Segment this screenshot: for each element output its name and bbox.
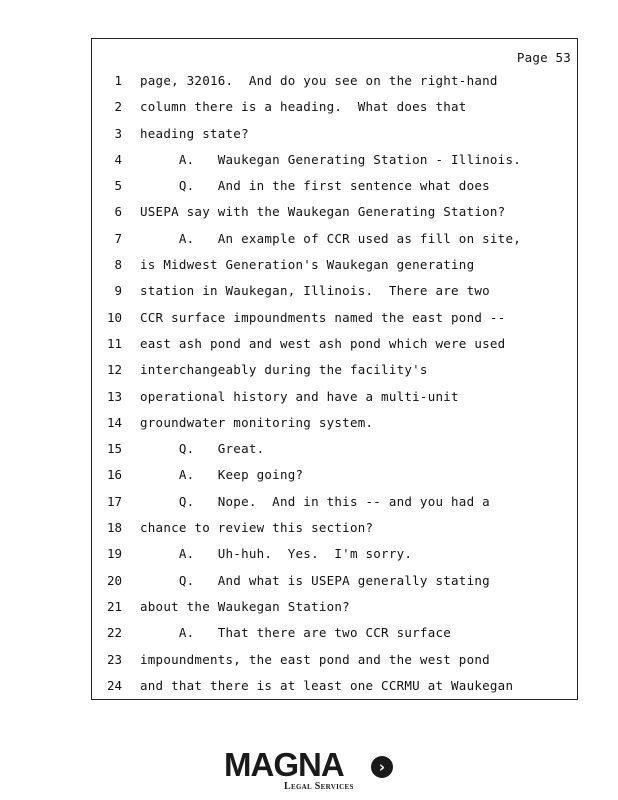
transcript-line — [92, 515, 577, 541]
magna-logo — [224, 748, 404, 794]
line-text: column there is a heading. What does that — [140, 99, 467, 115]
line-text: groundwater monitoring system. — [140, 414, 374, 430]
page-number: Page 53 — [516, 50, 571, 65]
line-text: A. That there are two CCR surface — [140, 625, 452, 641]
line-text: USEPA say with the Waukegan Generating Station? — [140, 204, 506, 220]
logo-wordmark: MAGNA — [224, 746, 344, 783]
transcript-line — [92, 568, 577, 594]
line-text: Q. And what is USEPA generally stating — [140, 572, 490, 588]
line-text: A. An example of CCR used as fill on site, — [140, 230, 522, 246]
line-text: A. Keep going? — [140, 467, 304, 483]
transcript-line — [92, 121, 577, 147]
line-text: heading state? — [140, 125, 249, 141]
line-text: operational history and have a multi-unit — [140, 388, 459, 404]
transcript-lines — [92, 68, 577, 699]
transcript-line — [92, 594, 577, 620]
line-number: 9 — [114, 283, 122, 299]
line-text: chance to review this section? — [140, 520, 374, 536]
transcript-line — [92, 384, 577, 410]
transcript-line — [92, 278, 577, 304]
transcript-line — [92, 94, 577, 120]
line-number: 3 — [114, 125, 122, 141]
line-text: about the Waukegan Station? — [140, 598, 350, 614]
transcript-line — [92, 147, 577, 173]
line-number: 13 — [106, 388, 122, 404]
transcript-line — [92, 489, 577, 515]
transcript-line — [92, 462, 577, 488]
transcript-line — [92, 68, 577, 94]
transcript-line — [92, 252, 577, 278]
transcript-line — [92, 647, 577, 673]
line-number: 7 — [114, 230, 122, 246]
line-number: 2 — [114, 99, 122, 115]
line-number: 24 — [106, 677, 122, 693]
transcript-line — [92, 357, 577, 383]
line-number: 12 — [106, 362, 122, 378]
line-number: 5 — [114, 178, 122, 194]
arrow-circle-icon: › — [371, 756, 393, 778]
line-number: 18 — [106, 520, 122, 536]
line-text: impoundments, the east pond and the west pond — [140, 651, 490, 667]
logo-tagline: Legal Services — [284, 781, 354, 792]
line-text: Q. Great. — [140, 441, 265, 457]
line-text: station in Waukegan, Illinois. There are two — [140, 283, 490, 299]
transcript-line — [92, 410, 577, 436]
line-text: interchangeably during the facility's — [140, 362, 428, 378]
line-number: 23 — [106, 651, 122, 667]
line-text: and that there is at least one CCRMU at Waukegan — [140, 677, 514, 693]
line-number: 8 — [114, 257, 122, 273]
line-text: page, 32016. And do you see on the right-hand — [140, 73, 498, 88]
transcript-page — [91, 38, 578, 700]
line-number: 16 — [106, 467, 122, 483]
transcript-line — [92, 305, 577, 331]
transcript-line — [92, 620, 577, 646]
transcript-line — [92, 226, 577, 252]
line-text: Q. Nope. And in this -- and you had a — [140, 493, 490, 509]
line-text: is Midwest Generation's Waukegan generating — [140, 257, 475, 273]
line-number: 20 — [106, 572, 122, 588]
transcript-line — [92, 199, 577, 225]
line-number: 10 — [106, 309, 122, 325]
transcript-line — [92, 436, 577, 462]
line-number: 11 — [106, 335, 122, 351]
transcript-line — [92, 673, 577, 699]
line-number: 15 — [106, 441, 122, 457]
line-text: Q. And in the first sentence what does — [140, 178, 490, 194]
line-text: A. Uh-huh. Yes. I'm sorry. — [140, 546, 413, 562]
transcript-line — [92, 331, 577, 357]
line-text: A. Waukegan Generating Station - Illinois. — [140, 151, 522, 167]
line-number: 21 — [106, 598, 122, 614]
line-number: 14 — [106, 414, 122, 430]
line-number: 19 — [106, 546, 122, 562]
line-text: CCR surface impoundments named the east pond -- — [140, 309, 506, 325]
line-text: east ash pond and west ash pond which were used — [140, 335, 506, 351]
line-number: 4 — [114, 151, 122, 167]
transcript-line — [92, 173, 577, 199]
line-number: 1 — [114, 73, 122, 88]
line-number: 6 — [114, 204, 122, 220]
line-number: 17 — [106, 493, 122, 509]
line-number: 22 — [106, 625, 122, 641]
transcript-line — [92, 541, 577, 567]
